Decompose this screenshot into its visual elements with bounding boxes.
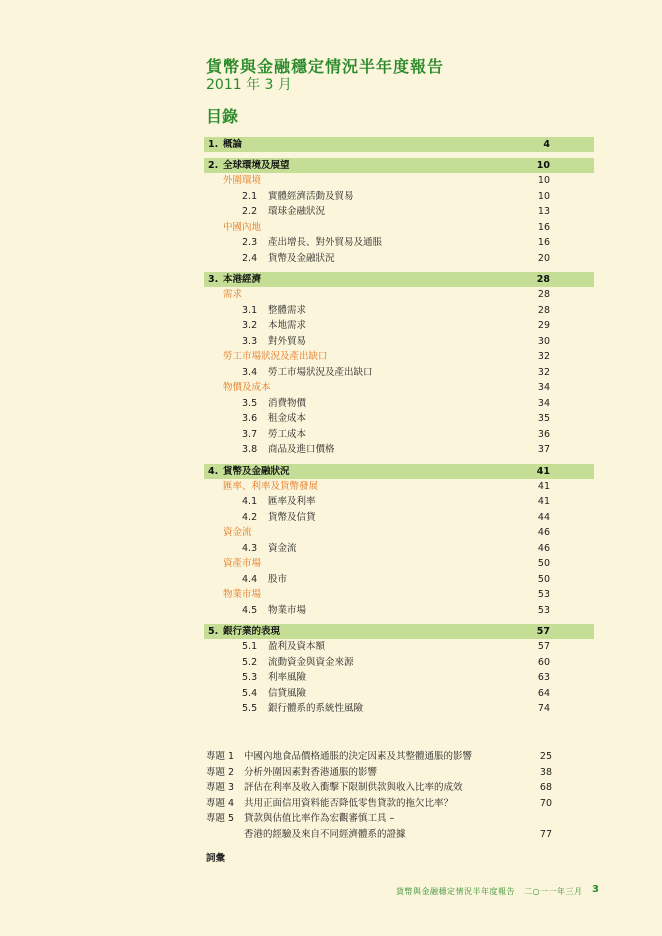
footer-title: 貨幣與金融穩定情況半年度報告 bbox=[396, 887, 515, 896]
toc-entry-page: 29 bbox=[537, 320, 550, 331]
toc-entry-label: 流動資金與資金來源 bbox=[268, 656, 354, 668]
toc-entry-page: 28 bbox=[537, 289, 550, 300]
toc-chapter-row[interactable] bbox=[204, 624, 594, 639]
toc-sub-row[interactable] bbox=[204, 510, 594, 526]
toc-entry-number: 4.3 bbox=[242, 542, 258, 554]
toc-entry-label: 物價及成本 bbox=[223, 382, 271, 393]
toc-sub-row[interactable] bbox=[204, 251, 594, 267]
toc-chapter-row[interactable] bbox=[204, 158, 594, 173]
toc-entry-label: 匯率、利率及貨幣發展 bbox=[223, 480, 319, 492]
toc-entry-page: 34 bbox=[537, 382, 550, 393]
toc-entry-number: 4. bbox=[208, 465, 219, 477]
toc-sub-row[interactable] bbox=[204, 494, 594, 510]
toc-entry-number: 3.2 bbox=[242, 320, 258, 331]
toc-entry-label: 銀行體系的系統性風險 bbox=[268, 703, 364, 714]
toc-entry-label: 資產市場 bbox=[223, 558, 262, 569]
toc-entry-page: 46 bbox=[537, 527, 550, 538]
page-number: 3 bbox=[592, 884, 600, 895]
box-row[interactable] bbox=[206, 765, 594, 781]
toc-entry-page: 64 bbox=[537, 687, 550, 699]
toc-entry-page: 35 bbox=[537, 413, 550, 424]
toc-sub-row[interactable] bbox=[204, 204, 594, 220]
toc-section-row[interactable] bbox=[204, 173, 594, 189]
toc-entry-number: 2. bbox=[208, 160, 219, 171]
toc-entry-label: 股市 bbox=[268, 573, 288, 585]
toc-entry-label: 利率風險 bbox=[268, 672, 307, 683]
toc-chapter-row[interactable] bbox=[204, 272, 594, 287]
toc-section-row[interactable] bbox=[204, 220, 594, 236]
toc-entry-number: 5.3 bbox=[242, 672, 258, 683]
box-row[interactable] bbox=[206, 780, 594, 796]
box-page: 77 bbox=[539, 828, 552, 840]
toc-entry-number: 2.1 bbox=[242, 190, 258, 202]
toc-sub-row[interactable] bbox=[204, 572, 594, 588]
toc-entry-label: 整體需求 bbox=[268, 304, 307, 316]
toc-entry-number: 2.4 bbox=[242, 252, 258, 264]
toc-entry-label: 勞工市場狀況及產出缺口 bbox=[268, 366, 373, 378]
toc-entry-page: 30 bbox=[537, 335, 550, 347]
toc-entry-page: 16 bbox=[537, 237, 550, 248]
toc-section-row[interactable] bbox=[204, 556, 594, 572]
toc-entry-label: 環球金融狀況 bbox=[268, 206, 326, 217]
toc-entry-number: 3.1 bbox=[242, 304, 258, 316]
toc-sub-row[interactable] bbox=[204, 541, 594, 557]
toc-entry-page: 57 bbox=[537, 641, 550, 652]
toc-chapter-row[interactable] bbox=[204, 137, 594, 152]
box-title: 共用正面信用資料能否降低零售貸款的拖欠比率？ bbox=[244, 797, 454, 809]
toc-sub-row[interactable] bbox=[204, 365, 594, 381]
toc-entry-page: 20 bbox=[537, 252, 550, 264]
toc-entry-number: 4.5 bbox=[242, 604, 258, 616]
toc-section-row[interactable] bbox=[204, 587, 594, 603]
toc-entry-label: 銀行業的表現 bbox=[223, 626, 281, 637]
toc-entry-page: 50 bbox=[537, 573, 550, 585]
toc-entry-label: 信貸風險 bbox=[268, 687, 307, 699]
toc-entry-label: 盈利及資本額 bbox=[268, 641, 326, 652]
report-title: 貨幣與金融穩定情況半年度報告 bbox=[206, 57, 445, 76]
toc-entry-label: 勞工市場狀況及產出缺口 bbox=[223, 351, 328, 362]
toc-entry-page: 4 bbox=[543, 139, 550, 150]
toc-entry-number: 5.1 bbox=[242, 641, 258, 652]
toc-entry-label: 租金成本 bbox=[268, 413, 307, 424]
toc-sub-row[interactable] bbox=[204, 396, 594, 412]
toc-entry-number: 3. bbox=[208, 274, 219, 285]
toc-entry-page: 34 bbox=[537, 397, 550, 409]
toc-entry-page: 10 bbox=[537, 190, 550, 202]
toc-entry-page: 44 bbox=[537, 511, 550, 523]
toc-entry-label: 概論 bbox=[223, 139, 243, 150]
box-number: 專題 1 bbox=[206, 751, 235, 762]
toc-entry-page: 28 bbox=[537, 304, 550, 316]
toc-entry-page: 41 bbox=[537, 496, 550, 507]
toc-entry-label: 實體經濟活動及貿易 bbox=[268, 190, 354, 202]
toc-entry-page: 60 bbox=[537, 656, 550, 668]
toc-entry-number: 2.2 bbox=[242, 206, 258, 217]
toc-entry-number: 3.6 bbox=[242, 413, 258, 424]
box-row[interactable] bbox=[206, 827, 594, 843]
toc-sub-row[interactable] bbox=[204, 701, 594, 717]
toc-section-row[interactable] bbox=[204, 525, 594, 541]
toc-entry-number: 5.2 bbox=[242, 656, 258, 668]
toc-entry-page: 41 bbox=[536, 465, 550, 477]
toc-entry-number: 2.3 bbox=[242, 237, 258, 248]
toc-sub-row[interactable] bbox=[204, 670, 594, 686]
toc-entry-label: 資金流 bbox=[223, 527, 252, 538]
toc-entry-label: 需求 bbox=[223, 289, 243, 300]
table-of-contents bbox=[204, 137, 594, 717]
toc-entry-label: 勞工成本 bbox=[268, 428, 307, 440]
box-page: 25 bbox=[539, 751, 552, 762]
toc-entry-number: 4.2 bbox=[242, 511, 258, 523]
toc-entry-label: 本港經濟 bbox=[223, 274, 262, 285]
box-title: 貸款與估值比率作為宏觀審慎工具 – bbox=[244, 813, 395, 824]
toc-entry-page: 16 bbox=[537, 221, 550, 233]
toc-entry-page: 28 bbox=[536, 274, 550, 285]
box-number: 專題 2 bbox=[206, 766, 235, 778]
toc-entry-page: 36 bbox=[537, 428, 550, 440]
toc-entry-page: 53 bbox=[537, 604, 550, 616]
toc-sub-row[interactable] bbox=[204, 334, 594, 350]
toc-entry-number: 5.4 bbox=[242, 687, 258, 699]
toc-sub-row[interactable] bbox=[204, 442, 594, 458]
toc-entry-number: 3.4 bbox=[242, 366, 258, 378]
toc-section-row[interactable] bbox=[204, 349, 594, 365]
toc-sub-row[interactable] bbox=[204, 427, 594, 443]
toc-sub-row[interactable] bbox=[204, 411, 594, 427]
toc-entry-page: 57 bbox=[536, 626, 550, 637]
toc-entry-label: 貨幣及金融狀況 bbox=[223, 465, 290, 477]
box-title: 分析外圍因素對香港通脹的影響 bbox=[244, 766, 378, 778]
toc-section-row[interactable] bbox=[204, 380, 594, 396]
toc-entry-page: 10 bbox=[537, 175, 550, 186]
toc-heading: 目錄 bbox=[206, 107, 239, 126]
box-number: 專題 5 bbox=[206, 813, 235, 824]
toc-section-row[interactable] bbox=[204, 479, 594, 495]
box-row[interactable] bbox=[206, 796, 594, 812]
boxes-list bbox=[206, 749, 594, 842]
toc-entry-number: 3.7 bbox=[242, 428, 258, 440]
toc-entry-page: 46 bbox=[537, 542, 550, 554]
toc-chapter-row[interactable] bbox=[204, 464, 594, 479]
page-footer bbox=[396, 884, 600, 897]
toc-entry-number: 3.3 bbox=[242, 335, 258, 347]
report-date: 2011 年 3 月 bbox=[206, 77, 292, 93]
toc-sub-row[interactable] bbox=[204, 189, 594, 205]
toc-entry-page: 13 bbox=[537, 206, 550, 217]
toc-entry-label: 匯率及利率 bbox=[268, 496, 316, 507]
toc-sub-row[interactable] bbox=[204, 655, 594, 671]
toc-entry-number: 4.1 bbox=[242, 496, 258, 507]
toc-section-row[interactable] bbox=[204, 287, 594, 303]
toc-entry-label: 中國內地 bbox=[223, 221, 262, 233]
box-title: 評估在利率及收入衝擊下限制供款與收入比率的成效 bbox=[244, 782, 463, 793]
toc-sub-row[interactable] bbox=[204, 235, 594, 251]
toc-entry-label: 全球環境及展望 bbox=[223, 160, 290, 171]
toc-entry-page: 74 bbox=[537, 703, 550, 714]
toc-sub-row[interactable] bbox=[204, 686, 594, 702]
toc-entry-number: 3.5 bbox=[242, 397, 258, 409]
toc-entry-label: 資金流 bbox=[268, 542, 297, 554]
toc-entry-number: 5.5 bbox=[242, 703, 258, 714]
toc-entry-number: 4.4 bbox=[242, 573, 258, 585]
toc-entry-label: 物業市場 bbox=[268, 604, 307, 616]
box-row[interactable] bbox=[206, 811, 594, 827]
toc-entry-page: 37 bbox=[537, 444, 550, 455]
box-number: 專題 3 bbox=[206, 782, 235, 793]
toc-entry-label: 物業市場 bbox=[223, 589, 262, 600]
toc-entry-page: 63 bbox=[537, 672, 550, 683]
toc-entry-number: 3.8 bbox=[242, 444, 258, 455]
toc-entry-label: 商品及進口價格 bbox=[268, 444, 335, 455]
toc-entry-page: 32 bbox=[537, 366, 550, 378]
toc-entry-page: 41 bbox=[537, 480, 550, 492]
toc-entry-label: 本地需求 bbox=[268, 320, 307, 331]
toc-entry-label: 外圍環境 bbox=[223, 175, 262, 186]
toc-entry-number: 5. bbox=[208, 626, 219, 637]
box-page: 68 bbox=[539, 782, 552, 793]
toc-sub-row[interactable] bbox=[204, 603, 594, 619]
box-page: 70 bbox=[539, 797, 552, 809]
toc-entry-label: 消費物價 bbox=[268, 397, 307, 409]
toc-entry-number: 1. bbox=[208, 139, 219, 150]
toc-entry-page: 50 bbox=[537, 558, 550, 569]
box-title: 中國內地食品價格通脹的決定因素及其整體通脹的影響 bbox=[244, 751, 473, 762]
toc-entry-label: 貨幣及信貸 bbox=[268, 511, 316, 523]
box-title: 香港的經驗及來自不同經濟體系的證據 bbox=[244, 828, 406, 840]
box-row[interactable] bbox=[206, 749, 594, 765]
toc-entry-label: 對外貿易 bbox=[268, 335, 307, 347]
toc-entry-page: 32 bbox=[537, 351, 550, 362]
toc-entry-label: 產出增長、對外貿易及通脹 bbox=[268, 237, 383, 248]
toc-entry-page: 53 bbox=[537, 589, 550, 600]
toc-sub-row[interactable] bbox=[204, 639, 594, 655]
toc-sub-row[interactable] bbox=[204, 303, 594, 319]
box-number: 專題 4 bbox=[206, 797, 235, 809]
glossary-link[interactable]: 詞彙 bbox=[206, 853, 226, 864]
box-page: 38 bbox=[539, 766, 552, 778]
toc-entry-label: 貨幣及金融狀況 bbox=[268, 252, 335, 264]
report-header bbox=[206, 58, 444, 93]
toc-sub-row[interactable] bbox=[204, 318, 594, 334]
footer-date: 二○一一年三月 bbox=[524, 887, 583, 896]
toc-entry-page: 10 bbox=[536, 160, 550, 171]
